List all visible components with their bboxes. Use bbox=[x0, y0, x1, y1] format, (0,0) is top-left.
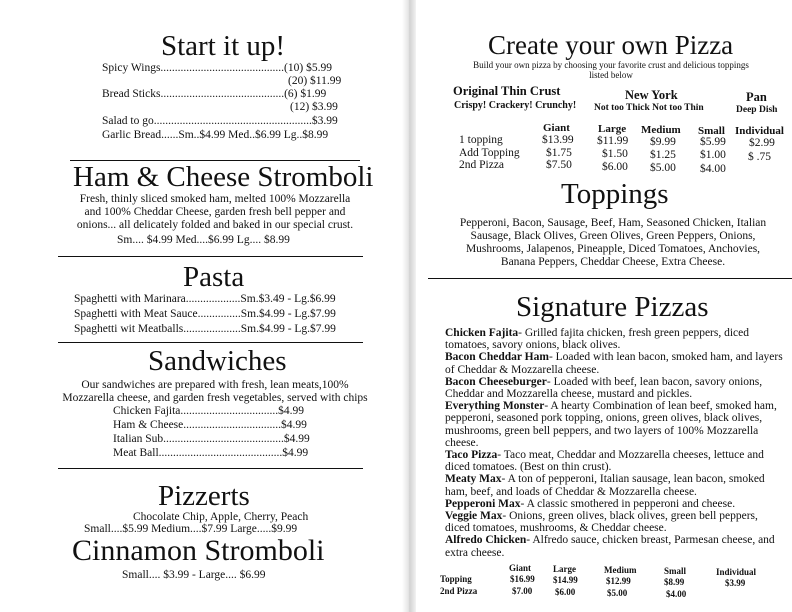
signature-item: Meaty Max- A ton of pepperoni, Italian sausage, lean bacon, smoked ham, beef, and loads of Cheddar & Mozzarella cheese. bbox=[445, 473, 765, 498]
size-header: Large bbox=[598, 123, 627, 135]
pasta-item: Spaghetti with Meat Sauce...............Sm.$4.99 - Lg.$7.99 bbox=[74, 308, 336, 320]
crust-desc: Deep Dish bbox=[736, 105, 778, 115]
price-cell: $1.75 bbox=[546, 147, 572, 159]
price-cell: $3.99 bbox=[725, 578, 746, 588]
price-row-label: Add Topping bbox=[459, 147, 520, 159]
price-cell: $4.00 bbox=[666, 589, 687, 599]
create-title: Create your own Pizza bbox=[488, 30, 734, 60]
stromboli-prices: Sm.... $4.99 Med....$6.99 Lg.... $8.99 bbox=[117, 234, 290, 246]
price-row-label: 1 topping bbox=[459, 134, 503, 146]
section-divider bbox=[58, 468, 363, 469]
size-header: Individual bbox=[716, 567, 757, 577]
price-cell: $5.00 bbox=[607, 588, 628, 598]
size-header: Giant bbox=[543, 122, 570, 134]
pasta-title: Pasta bbox=[183, 261, 245, 293]
price-cell: $9.99 bbox=[650, 136, 676, 148]
price-cell: $12.99 bbox=[606, 576, 631, 586]
price-cell: $11.99 bbox=[597, 135, 629, 147]
menu-line: (12) $3.99 bbox=[290, 101, 338, 113]
price-cell: $5.99 bbox=[700, 136, 726, 148]
size-header: Individual bbox=[735, 125, 784, 137]
price-row-label: Topping bbox=[440, 574, 472, 584]
menu-line: Bread Sticks...........................................(6) $1.99 bbox=[102, 88, 327, 100]
price-row-label: 2nd Pizza bbox=[440, 586, 478, 596]
price-cell: $1.25 bbox=[650, 149, 676, 161]
price-cell: $5.00 bbox=[650, 162, 676, 174]
price-cell: $1.00 bbox=[700, 149, 726, 161]
signature-item: Everything Monster- A hearty Combination of lean beef, smoked ham, pepperoni, seasoned pork topping, onions, green olives, black olives, mushrooms, green bell peppers, and two layers of 100% Mozzarella cheese. bbox=[445, 400, 777, 449]
menu-line: Spicy Wings...........................................(10) $5.99 bbox=[102, 62, 332, 74]
toppings-title: Toppings bbox=[561, 178, 669, 210]
price-cell: $7.50 bbox=[546, 159, 572, 171]
price-cell: $6.00 bbox=[602, 161, 628, 173]
signature-item: Chicken Fajita- Grilled fajita chicken, fresh green peppers, diced tomatoes, savory onions, black olives. bbox=[445, 327, 750, 352]
sandwich-item: Meat Ball...........................................$4.99 bbox=[113, 447, 309, 459]
section-divider bbox=[58, 342, 363, 343]
pizzerts-title: Pizzerts bbox=[158, 480, 250, 512]
pizzerts-flavors: Chocolate Chip, Apple, Cherry, Peach bbox=[133, 511, 309, 523]
size-header: Medium bbox=[641, 124, 681, 136]
pizzerts-prices: Small....$5.99 Medium....$7.99 Large.....$9.99 bbox=[84, 523, 298, 535]
menu-line: Salad to go.......................................................$3.99 bbox=[102, 115, 338, 127]
price-cell: $2.99 bbox=[749, 137, 775, 149]
section-divider bbox=[428, 278, 792, 279]
menu-line: Garlic Bread......Sm..$4.99 Med..$6.99 Lg..$8.99 bbox=[102, 129, 329, 141]
page-fold bbox=[402, 0, 416, 612]
signature-item: Taco Pizza- Taco meat, Cheddar and Mozzarella cheeses, lettuce and diced tomatoes. (Best on thin crust). bbox=[445, 449, 764, 474]
size-header: Giant bbox=[509, 563, 532, 573]
size-header: Small bbox=[698, 125, 725, 137]
menu-line: (20) $11.99 bbox=[288, 75, 342, 87]
crust-name: Pan bbox=[746, 90, 767, 104]
crust-desc: Crispy! Crackery! Crunchy! bbox=[454, 100, 577, 111]
pasta-item: Spaghetti wit Meatballs....................Sm.$4.99 - Lg.$7.99 bbox=[74, 323, 336, 335]
section-divider bbox=[58, 256, 363, 257]
sandwiches-title: Sandwiches bbox=[148, 345, 287, 377]
sandwich-item: Ham & Cheese..................................$4.99 bbox=[113, 419, 307, 431]
size-header: Large bbox=[553, 564, 576, 574]
price-cell: $16.99 bbox=[510, 574, 535, 584]
sandwiches-desc: Our sandwiches are prepared with fresh, lean meats,100% Mozzarella cheese, and garden fresh vegetables, served with chips bbox=[62, 379, 368, 404]
signature-list bbox=[445, 327, 785, 559]
signature-item: Alfredo Chicken- Alfredo sauce, chicken breast, Parmesan cheese, and extra cheese. bbox=[445, 534, 775, 559]
price-cell: $6.00 bbox=[555, 587, 576, 597]
size-header: Small bbox=[664, 566, 687, 576]
signature-item: Bacon Cheeseburger- Loaded with beef, lean bacon, savory onions, Cheddar and Mozzarella cheese, mustard and pickles. bbox=[445, 375, 763, 401]
start-title: Start it up! bbox=[161, 30, 286, 62]
price-cell: $4.00 bbox=[700, 163, 726, 175]
price-cell: $8.99 bbox=[664, 577, 685, 587]
create-subtitle: Build your own pizza by choosing your favorite crust and delicious toppings listed below bbox=[473, 60, 749, 80]
sandwich-item: Italian Sub..........................................$4.99 bbox=[113, 433, 310, 445]
stromboli-desc: Fresh, thinly sliced smoked ham, melted 100% Mozzarella and 100% Cheddar Cheese, garden fresh bell pepper and onions... all delicately folded and baked in our special crust. bbox=[76, 193, 354, 231]
price-cell: $ .75 bbox=[748, 151, 771, 163]
crust-desc: Not too Thick Not too Thin bbox=[594, 103, 704, 113]
price-cell: $14.99 bbox=[553, 575, 578, 585]
pasta-item: Spaghetti with Marinara...................Sm.$3.49 - Lg.$6.99 bbox=[74, 293, 336, 305]
crust-name: New York bbox=[625, 88, 678, 102]
signature-item: Pepperoni Max- A classic smothered in pepperoni and cheese. bbox=[445, 497, 736, 510]
price-cell: $1.50 bbox=[602, 148, 628, 160]
price-cell: $13.99 bbox=[542, 134, 574, 146]
signature-item: Bacon Cheddar Ham- Loaded with lean bacon, smoked ham, and layers of Cheddar & Mozzarella cheese. bbox=[445, 351, 783, 376]
stromboli-title: Ham & Cheese Stromboli bbox=[73, 161, 374, 193]
toppings-list: Pepperoni, Bacon, Sausage, Beef, Ham, Seasoned Chicken, Italian Sausage, Black Olives, Green Olives, Green Peppers, Onions, Mushrooms, Jalapenos, Pineapple, Diced Tomatoes, Anchovies, Banana Peppers, Cheddar Cheese, Extra Cheese. bbox=[459, 217, 767, 268]
signature-title: Signature Pizzas bbox=[516, 291, 709, 323]
cinnamon-title: Cinnamon Stromboli bbox=[72, 534, 325, 567]
price-cell: $7.00 bbox=[512, 586, 533, 596]
crust-name: Original Thin Crust bbox=[453, 84, 561, 98]
signature-item: Veggie Max- Onions, green olives, black olives, green bell peppers, diced tomatoes, mushrooms, & Cheddar cheese. bbox=[445, 510, 758, 535]
price-row-label: 2nd Pizza bbox=[459, 159, 505, 171]
sandwich-item: Chicken Fajita..................................$4.99 bbox=[113, 405, 305, 417]
size-header: Medium bbox=[604, 565, 637, 575]
cinnamon-prices: Small.... $3.99 - Large.... $6.99 bbox=[122, 569, 266, 581]
